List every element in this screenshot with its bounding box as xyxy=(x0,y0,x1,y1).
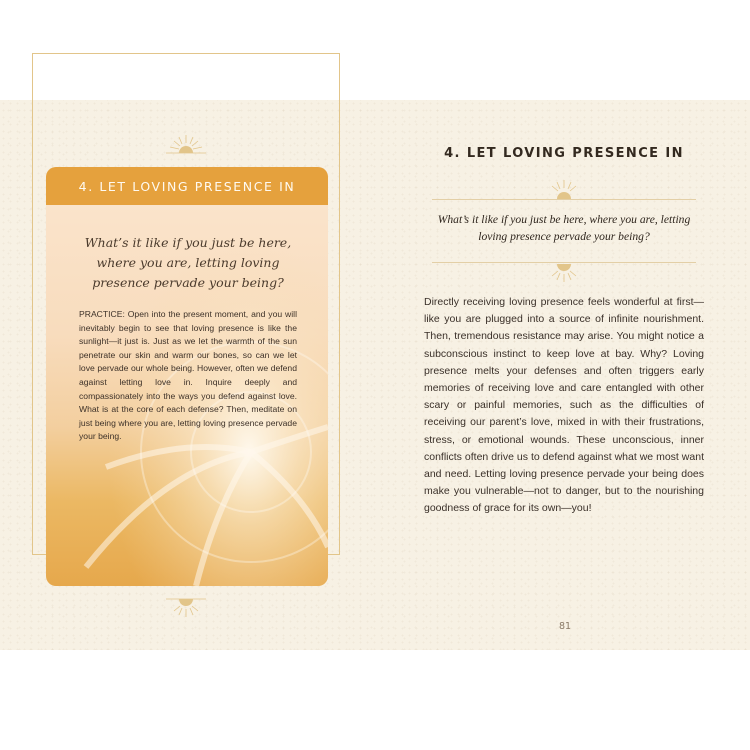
page-number: 81 xyxy=(558,621,572,632)
page-title: 4. LET LOVING PRESENCE IN xyxy=(444,146,684,161)
divider-top xyxy=(432,199,696,200)
card-title: 4. LET LOVING PRESENCE IN xyxy=(78,178,296,194)
card-title-band xyxy=(46,167,328,205)
practice-card xyxy=(46,167,328,586)
page-body-text: Directly receiving loving presence feels wonderful at first—like you are plugged into a source of infinite nourishment. Then, tremendous resistance may arise. You might notice a subconscious instinct to keep love at bay. Why? Loving presence melts your defenses and often triggers early memories of receiving love and care entangled with other scary or painful memories, such as the difficulties of receiving our parent’s love, mixed in with their frustrations, stress, or emotional wounds. These unconscious, inner conflicts often drive us to defend against what we most want and need. Letting loving presence pervade your being does make you vulnerable—not to danger, but to the nourishing goodness of grace for its own—you! xyxy=(424,296,704,515)
page-question: What’s it like if you just be here, where you are, letting loving presence pervade your being? xyxy=(437,213,691,243)
card-question: What’s it like if you just be here, where you are, letting loving presence pervade your being? xyxy=(84,235,292,290)
sun-ornament-icon xyxy=(166,133,206,157)
divider-bottom xyxy=(432,262,696,263)
card-practice-text: PRACTICE: Open into the present moment, and you will inevitably begin to see that loving presence is like the sunlight—it just is. Just as we let the warmth of the sun penetrate our skin and warm our bones, so can we let love pervade our whole being. However, often we defend against letting love in. Inquire deeply and compassionately into the ways you defend against love. What is at the core of each defense? Then, meditate on just being where you are, letting loving presence pervade your being. xyxy=(79,309,297,442)
sun-ornament-icon xyxy=(544,264,584,288)
sun-ornament-icon xyxy=(166,595,206,619)
